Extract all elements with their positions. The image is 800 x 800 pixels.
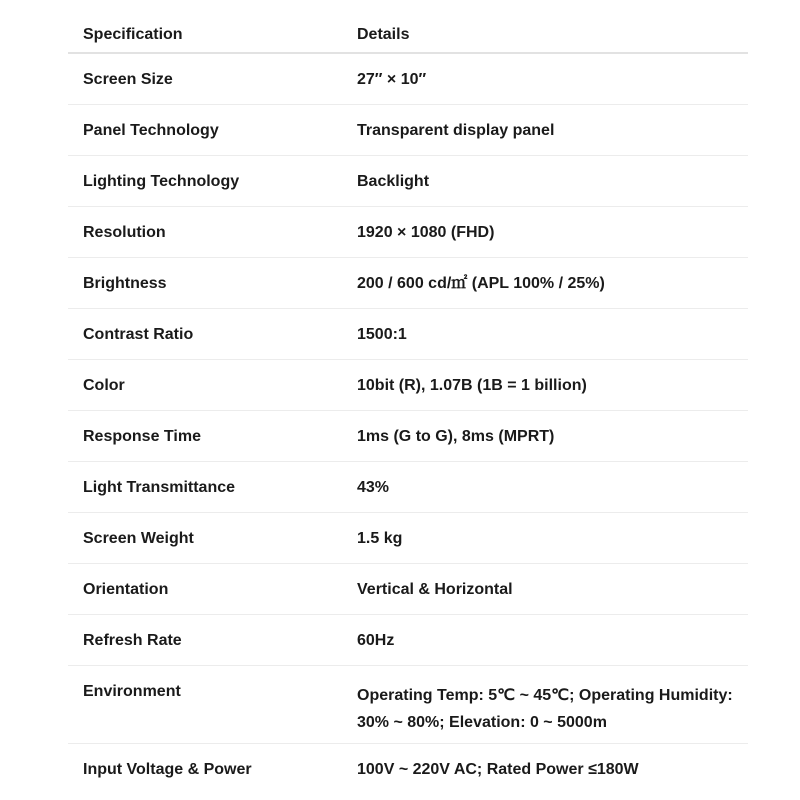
spec-name: Lighting Technology (68, 155, 357, 206)
spec-details: 1500:1 (357, 308, 748, 359)
header-specification: Specification (68, 16, 357, 53)
spec-name: Environment (68, 665, 357, 743)
table-row (68, 104, 748, 155)
spec-name: Color (68, 359, 357, 410)
spec-details: 27″ × 10″ (357, 53, 748, 104)
spec-details: 60Hz (357, 614, 748, 665)
spec-name: Input Voltage & Power (83, 760, 252, 778)
spec-name: Screen Size (68, 53, 357, 104)
header-row (68, 16, 748, 53)
spec-details: 200 / 600 cd/㎡ (APL 100% / 25%) (357, 257, 748, 308)
table-row (68, 410, 748, 461)
spec-details: Transparent display panel (357, 104, 748, 155)
spec-details: 1.5 kg (357, 512, 748, 563)
spec-name: Orientation (68, 563, 357, 614)
table-row (68, 206, 748, 257)
table-row (68, 563, 748, 614)
spec-name: Brightness (68, 257, 357, 308)
table-row (68, 308, 748, 359)
table-row (68, 359, 748, 410)
spec-details: 1920 × 1080 (FHD) (357, 206, 748, 257)
table-row (68, 512, 748, 563)
spec-details: 43% (357, 461, 748, 512)
table-body (68, 53, 748, 794)
spec-name: Light Transmittance (68, 461, 357, 512)
spec-details: 100V ~ 220V AC; Rated Power ≤180W (357, 760, 639, 778)
table-row (68, 614, 748, 665)
spec-details: Operating Temp: 5℃ ~ 45℃; Operating Humidity: 30% ~ 80%; Elevation: 0 ~ 5000m (357, 665, 748, 743)
table-row (68, 155, 748, 206)
table-row (68, 743, 748, 794)
table-row (68, 461, 748, 512)
spec-name: Resolution (68, 206, 357, 257)
header-details: Details (357, 16, 748, 53)
spec-name: Contrast Ratio (68, 308, 357, 359)
table-row (68, 257, 748, 308)
spec-name: Screen Weight (68, 512, 357, 563)
table-row (68, 53, 748, 104)
spec-name: Response Time (68, 410, 357, 461)
spec-name: Refresh Rate (68, 614, 357, 665)
table-row (68, 665, 748, 743)
spec-details: 1ms (G to G), 8ms (MPRT) (357, 410, 748, 461)
spec-details: 10bit (R), 1.07B (1B = 1 billion) (357, 359, 748, 410)
spec-details: Backlight (357, 155, 748, 206)
specification-table (68, 16, 748, 794)
spec-name: Panel Technology (68, 104, 357, 155)
spec-details: Vertical & Horizontal (357, 563, 748, 614)
table-header (68, 16, 748, 53)
